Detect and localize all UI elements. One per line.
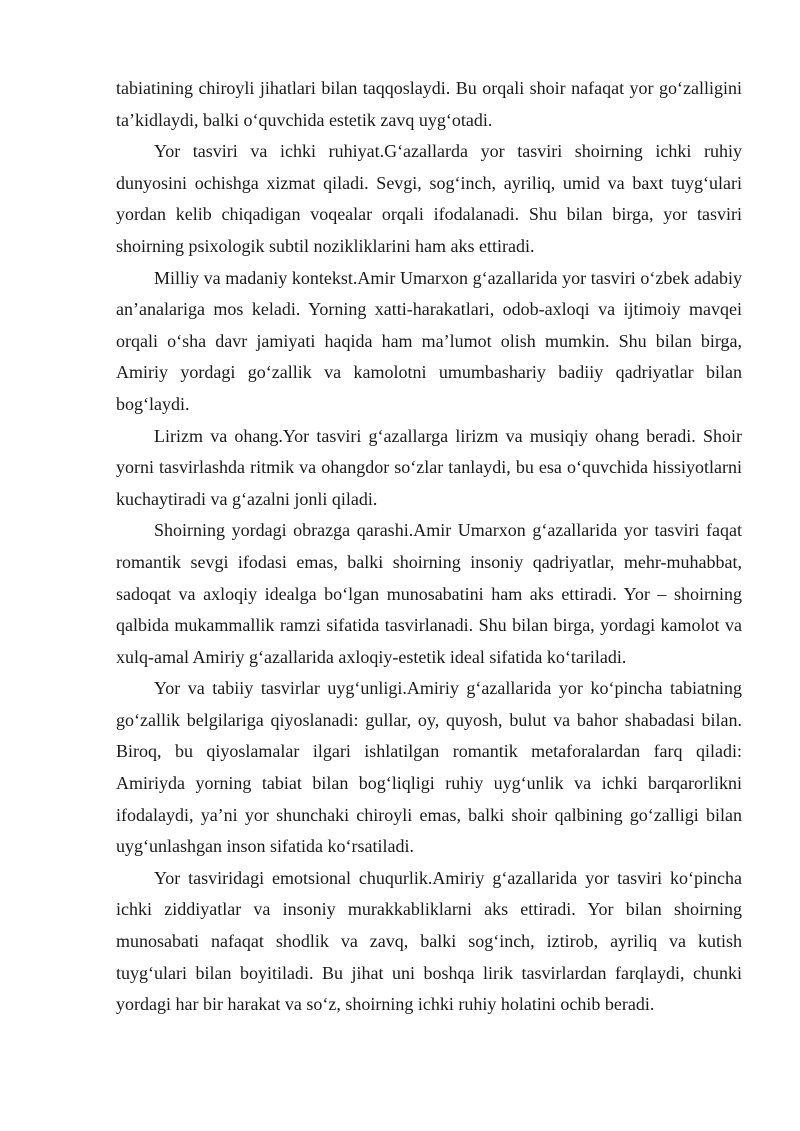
paragraph-yor-tasviri-ichki-ruhiyat: Yor tasviri va ichki ruhiyat.G‘azallarda yor tasviri shoirning ichki ruhiy dunyosini ochishga xizmat qiladi. Sevgi, sog‘inch, ayriliq, umid va baxt tuyg‘ulari yordan kelib chiqadigan voqealar orqali ifodalanadi. Shu bilan birga, yor tasviri shoirning psixologik subtil nozikliklarini ham aks ettiradi.	[116, 141, 742, 256]
paragraph-tabiiy-tasvirlar: Yor va tabiiy tasvirlar uyg‘unligi.Amiriy g‘azallarida yor ko‘pincha tabiatning go‘zallik belgilariga qiyoslanadi: gullar, oy, quyosh, bulut va bahor shabadasi bilan. Biroq, bu qiyoslamalar ilgari ishlatilgan romantik metaforalardan farq qiladi: Amiriyda yorning tabiat bilan bog‘liqligi ruhiy uyg‘unlik va ichki barqarorlikni ifodalaydi, ya’ni yor shunchaki chiroyli emas, balki shoir qalbining go‘zalligi bilan uyg‘unlashgan inson sifatida ko‘rsatiladi.	[116, 678, 742, 857]
document-page	[116, 73, 742, 1021]
paragraph-lirizm-ohang: Lirizm va ohang.Yor tasviri g‘azallarga lirizm va musiqiy ohang beradi. Shoir yorni tasvirlashda ritmik va ohangdor so‘zlar tanlaydi, bu esa o‘quvchida hissiyotlarni kuchaytiradi va g‘azalni jonli qiladi.	[116, 425, 742, 509]
paragraph-emotsional-chuqurlik: Yor tasviridagi emotsional chuqurlik.Amiriy g‘azallarida yor tasviri ko‘pincha ichki ziddiyatlar va insoniy murakkabliklarni aks ettiradi. Yor bilan shoirning munosabati nafaqat shodlik va zavq, balki sog‘inch, iztirob, ayriliq va kutish tuyg‘ulari bilan boyitiladi. Bu jihat uni boshqa lirik tasvirlardan farqlaydi, chunki yordagi har bir harakat va so‘z, shoirning ichki ruhiy holatini ochib beradi.	[116, 867, 742, 1015]
paragraph-milliy-madaniy-kontekst: Milliy va madaniy kontekst.Amir Umarxon g‘azallarida yor tasviri o‘zbek adabiy an’analariga mos keladi. Yorning xatti-harakatlari, odob-axloqi va ijtimoiy mavqei orqali o‘sha davr jamiyati haqida ham ma’lumot olish mumkin. Shu bilan birga, Amiriy yordagi go‘zallik va kamolotni umumbashariy badiiy qadriyatlar bilan bog‘laydi.	[116, 267, 742, 414]
paragraph-shoirning-qarashi: Shoirning yordagi obrazga qarashi.Amir Umarxon g‘azallarida yor tasviri faqat romantik sevgi ifodasi emas, balki shoirning insoniy qadriyatlar, mehr-muhabbat, sadoqat va axloqiy idealga bo‘lgan munosabatini ham aks ettiradi. Yor – shoirning qalbida mukammallik ramzi sifatida tasvirlanadi. Shu bilan birga, yordagi kamolot va xulq-amal Amiriy g‘azallarida axloqiy-estetik ideal sifatida ko‘tariladi.	[116, 520, 742, 667]
paragraph-continued: tabiatining chiroyli jihatlari bilan taqqoslaydi. Bu orqali shoir nafaqat yor go‘zalligini ta’kidlaydi, balki o‘quvchida estetik zavq uyg‘otadi.	[116, 78, 742, 130]
